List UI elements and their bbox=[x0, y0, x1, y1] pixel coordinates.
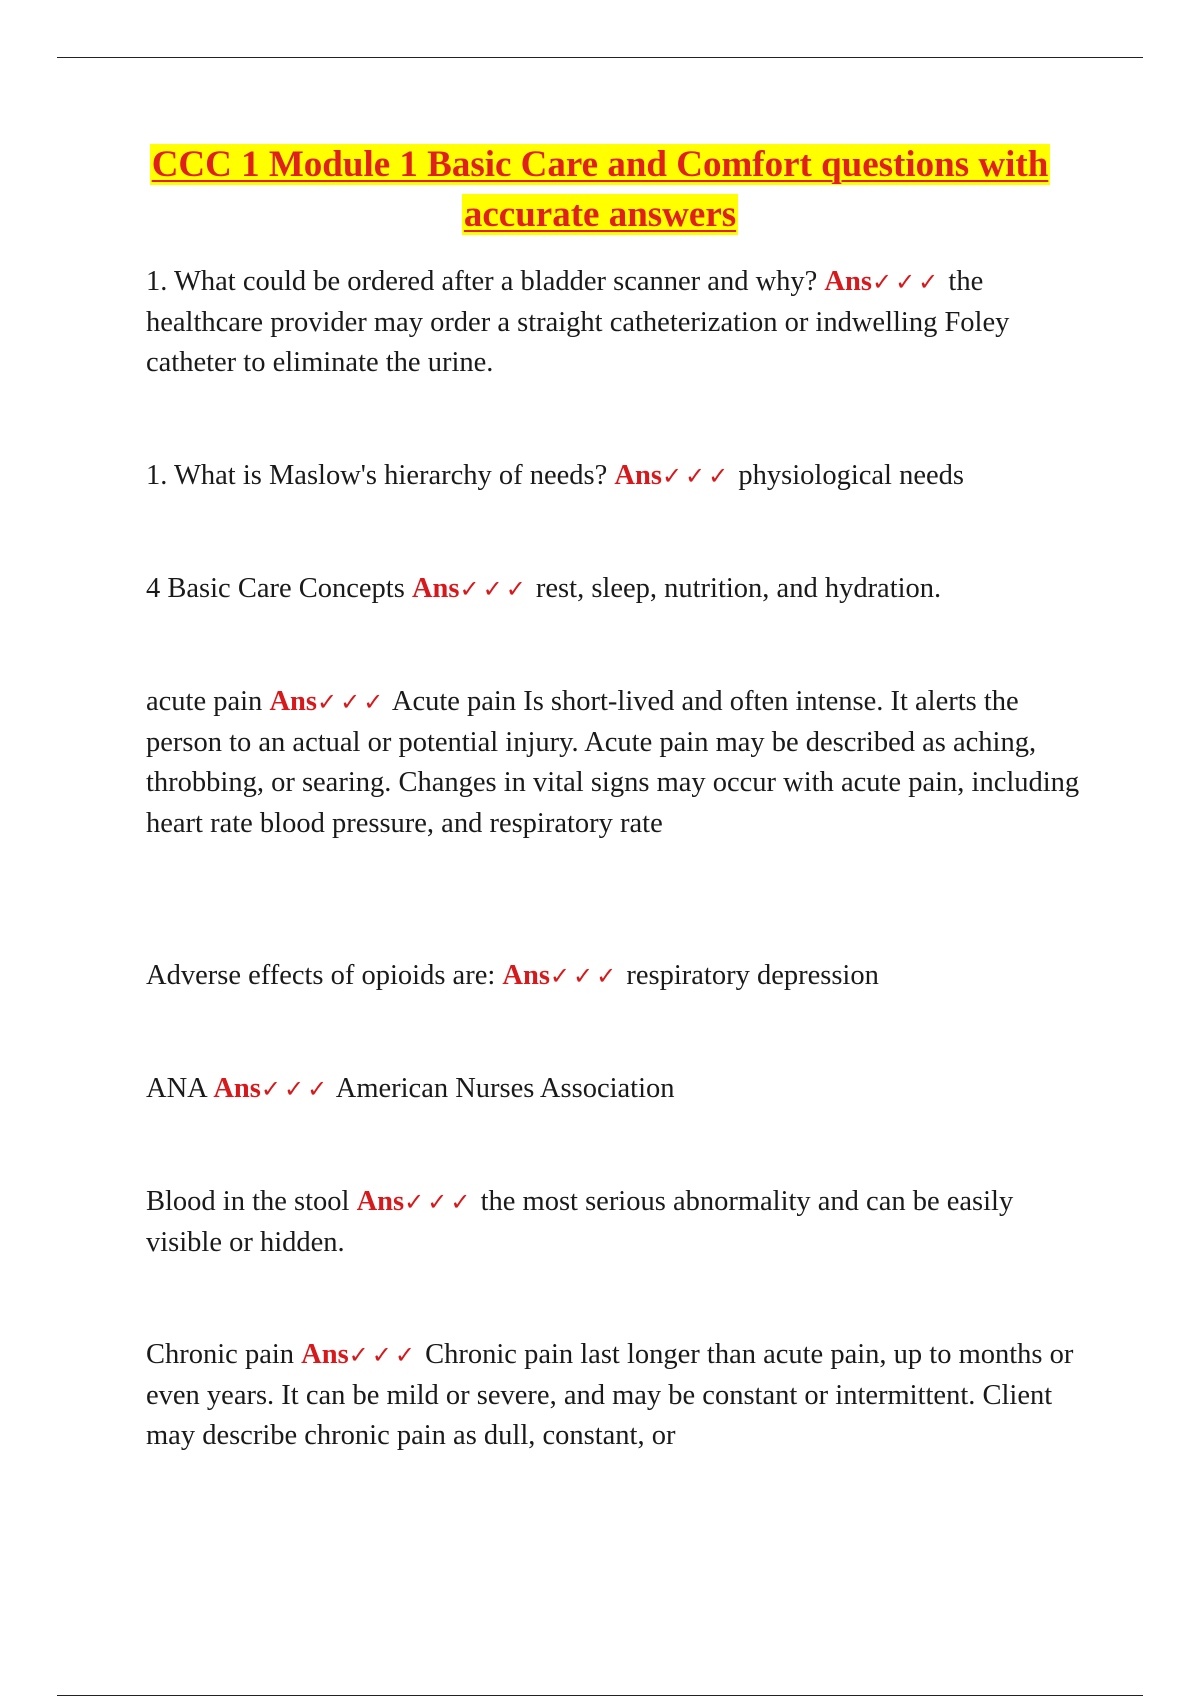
check-marks-icon: ✓✓✓ bbox=[404, 1188, 474, 1216]
question-text: 1. What could be ordered after a bladder scanner and why? bbox=[146, 266, 818, 297]
document-title-text: CCC 1 Module 1 Basic Care and Comfort questions with accurate answers bbox=[151, 144, 1049, 235]
qa-item bbox=[146, 1069, 1096, 1110]
question-text: acute pain bbox=[146, 686, 263, 717]
qa-item bbox=[146, 456, 1096, 497]
qa-item bbox=[146, 262, 1096, 384]
answer-marker: Ans bbox=[502, 960, 550, 991]
header-rule bbox=[57, 57, 1143, 58]
check-marks-icon: ✓✓✓ bbox=[871, 268, 942, 296]
question-text: Adverse effects of opioids are: bbox=[146, 960, 496, 991]
qa-item bbox=[146, 1182, 1096, 1263]
question-text: Chronic pain bbox=[146, 1339, 295, 1370]
answer-text: Chronic pain last longer than acute pain, up to months or even years. It can be mild or severe, and may be constant or intermittent. Client may describe chronic pain as dull, constant, or bbox=[146, 1339, 1074, 1451]
answer-marker: Ans bbox=[411, 573, 460, 604]
check-marks-icon: ✓✓✓ bbox=[549, 962, 620, 990]
answer-marker: Ans bbox=[614, 460, 662, 491]
question-text: Blood in the stool bbox=[146, 1186, 350, 1217]
question-text: 4 Basic Care Concepts bbox=[146, 573, 405, 604]
answer-text: physiological needs bbox=[738, 460, 964, 491]
check-marks-icon: ✓✓✓ bbox=[661, 462, 732, 490]
answer-text: rest, sleep, nutrition, and hydration. bbox=[535, 573, 942, 604]
answer-marker: Ans bbox=[824, 266, 872, 297]
check-marks-icon: ✓✓✓ bbox=[459, 575, 529, 603]
check-marks-icon: ✓✓✓ bbox=[260, 1075, 331, 1103]
question-text: ANA bbox=[146, 1073, 207, 1104]
check-marks-icon: ✓✓✓ bbox=[348, 1341, 418, 1369]
document-title bbox=[120, 140, 1080, 240]
answer-marker: Ans bbox=[356, 1186, 405, 1217]
answer-text: Acute pain Is short-lived and often intense. It alerts the person to an actual or potential injury. Acute pain may be described as aching, throbbing, or searing. Changes in vital signs may occur with acute pain, including heart rate blood pressure, and respiratory rate bbox=[146, 686, 1080, 839]
answer-marker: Ans bbox=[301, 1339, 349, 1370]
question-text: 1. What is Maslow's hierarchy of needs? bbox=[146, 460, 608, 491]
check-marks-icon: ✓✓✓ bbox=[316, 688, 387, 716]
answer-text: respiratory depression bbox=[626, 960, 879, 991]
footer-rule bbox=[57, 1695, 1143, 1696]
answer-marker: Ans bbox=[269, 686, 317, 717]
answer-text: American Nurses Association bbox=[335, 1073, 675, 1104]
qa-item bbox=[146, 956, 1096, 997]
qa-item bbox=[146, 682, 1096, 844]
answer-marker: Ans bbox=[213, 1073, 261, 1104]
qa-item bbox=[146, 569, 1096, 610]
qa-item bbox=[146, 1335, 1096, 1457]
answer-text: the healthcare provider may order a straight catheterization or indwelling Foley catheter to eliminate the urine. bbox=[146, 266, 1010, 378]
answer-text: the most serious abnormality and can be easily visible or hidden. bbox=[146, 1186, 1014, 1258]
